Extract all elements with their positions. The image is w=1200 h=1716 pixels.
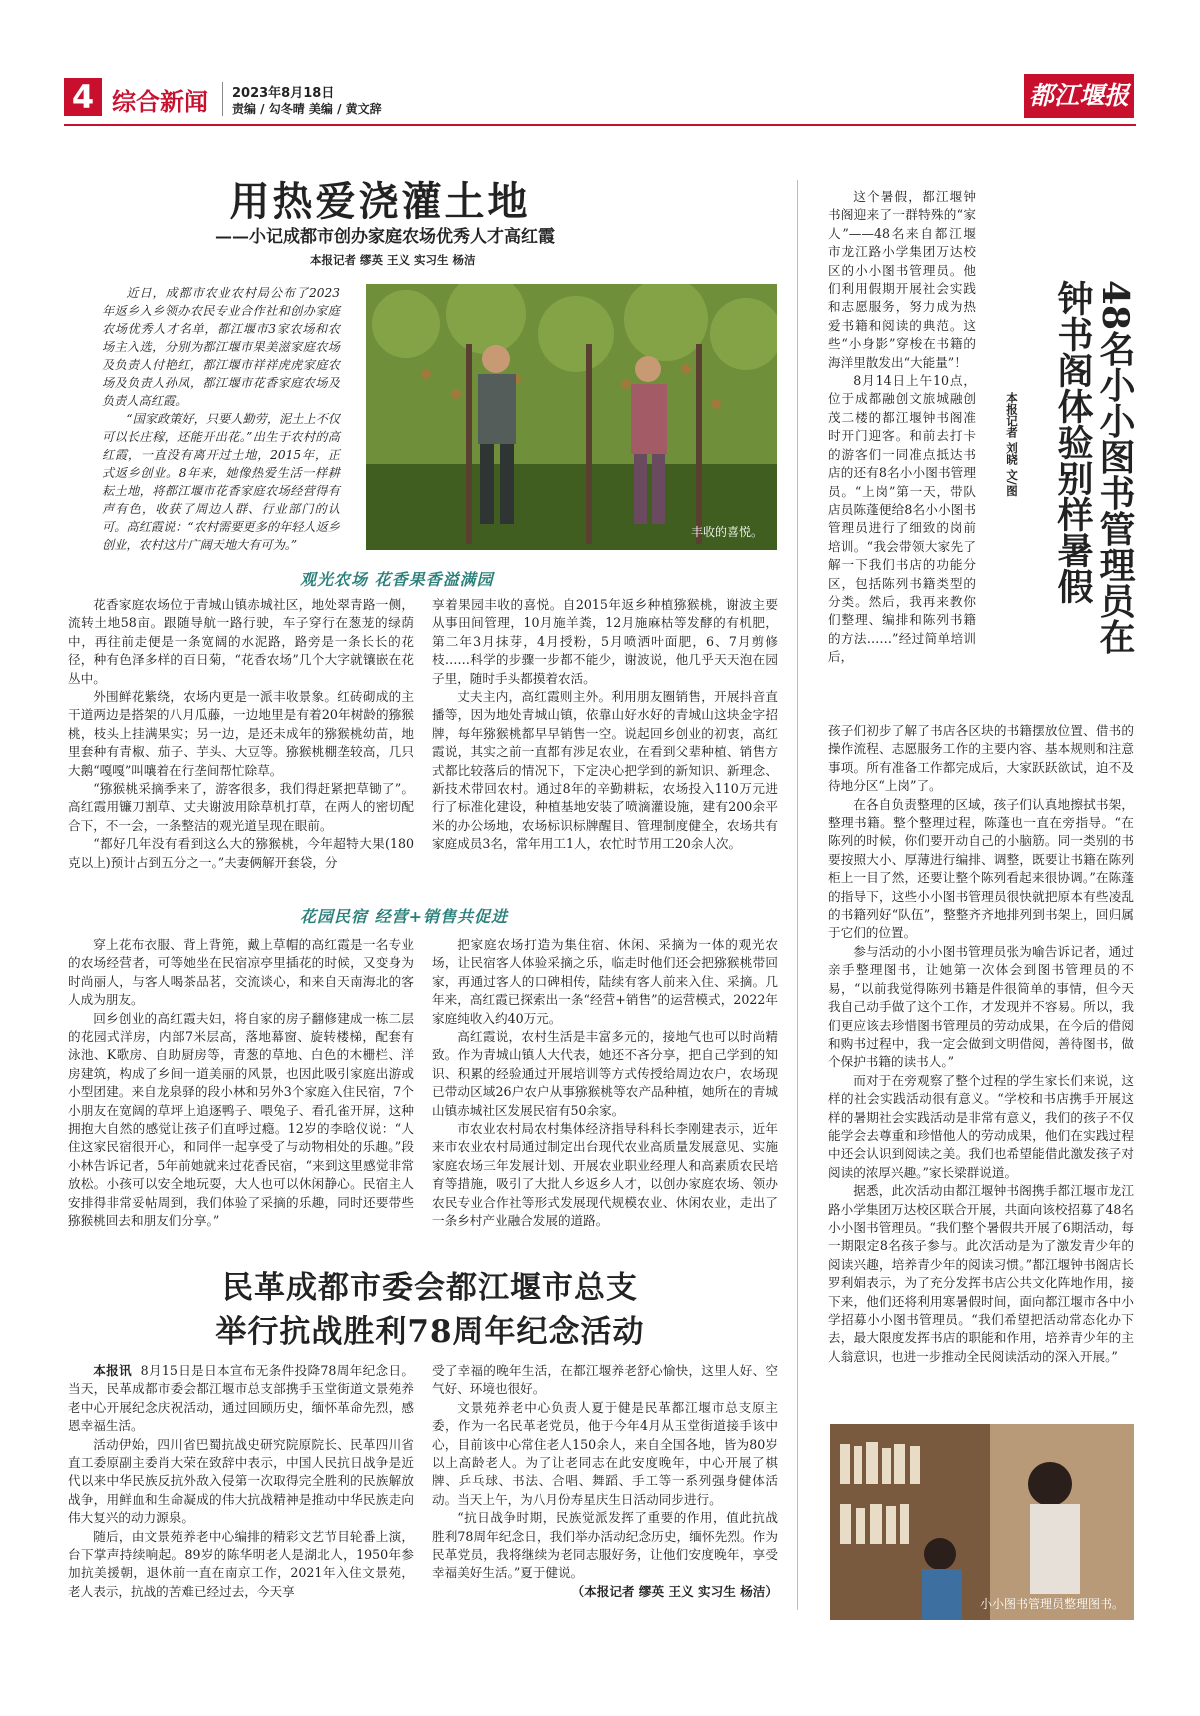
body-paragraph: 据悉，此次活动由都江堰钟书阁携手都江堰市龙江路小学集团万达校区联合开展，共面向该校招募了48名小小图书管理员。“我们整个暑假共开展了6期活动，每一期限定8名孩子参与。此次活动是为了激发青少年的阅读兴趣，培养青少年的阅读习惯。”都江堰钟书阁店长罗利娟表示，为了充分发挥书店公共文化阵地作用，接下来，他们还将利用寒暑假时间，面向都江堰市各中小学招募小小图书管理员。“我们希望把活动常态化办下去，最大限度发挥书店的职能和作用，培养青少年的主人翁意识，也进一步推动全民阅读活动的深入开展。”	[828, 1183, 1134, 1364]
body-paragraph: 受了幸福的晚年生活，在都江堰养老舒心愉快，这里人好、空气好、环境也很好。	[432, 1363, 778, 1397]
body-paragraph: 外围鲜花紫绕，农场内更是一派丰收景象。红砖砌成的主干道两边是搭架的八月瓜藤，一边地里是有着20年树龄的猕猴桃，枝头上挂满果实；另一边，是还未成年的猕猴桃幼苗，地里套种有青椒、茄子、芋头、大豆等。猕猴桃棚垄较高，几只大鹅“嘎嘎”叫嚷着在行垄间帮忙除草。	[68, 689, 414, 778]
article1-subtitle: ——小记成都市创办家庭农场优秀人才高红霞	[215, 227, 555, 247]
article3-lower-column	[828, 722, 1134, 1366]
article2-title-line1: 民革成都市委会都江堰市总支	[222, 1270, 638, 1306]
article2-left-column	[68, 1362, 414, 1601]
body-paragraph	[68, 1362, 414, 1436]
body-paragraph: 丈夫主内，高红霞则主外。利用朋友圈销售，开展抖音直播等，因为地处青城山镇，依靠山好水好的青城山这块金字招牌，每年猕猴桃都早早销售一空。说起回乡创业的初衷，高红霞说，其实之前一直都有涉足农业，在看到父辈种植、销售方式都比较落后的情况下，下定决心把学到的新知识、新理念、新技术带回农村。通过8年的辛勤耕耘，农场投入110万元进行了标准化建设，种植基地安装了喷滴灌设施，建有200余平米的办公场地，农场标识标牌醒目、管理制度健全，农场共有家庭成员3名，常年用工1人，农忙时节用工20余人次。	[432, 689, 778, 852]
article1-lead	[102, 284, 340, 554]
body-paragraph: 文景苑养老中心负责人夏于健是民革都江堰市总支原主委，作为一名民革老党员，他于今年4月从玉堂街道接手该中心，目前该中心常住老人150余人，来自全国各地，皆为80岁以上高龄老人。为了让老同志在此安度晚年，中心开展了棋牌、乒乓球、书法、合唱、舞蹈、手工等一系列强身健体活动。当天上午，为八月份寿星庆生日活动同步进行。	[432, 1399, 778, 1507]
body-paragraph: 这个暑假，都江堰钟书阁迎来了一群特殊的“家人”——48名来自都江堰市龙江路小学集团万达校区的小小图书管理员。他们利用假期开展社会实践和志愿服务，努力成为热爱书籍和阅读的典范。这些“小身影”穿梭在书籍的海洋里散发出“大能量”！	[828, 189, 976, 370]
body-paragraph: 穿上花布衣服、背上背篼，戴上草帽的高红霞是一名专业的农场经营者，可等她坐在民宿凉亭里插花的时候，又变身为时尚丽人，与客人喝茶品茗，交流谈心，和来自天南海北的客人成为朋友。	[68, 937, 414, 1008]
lead-text: 8月15日是日本宣布无条件投降78周年纪念日。当天，民革成都市委会都江堰市总支部携手玉堂街道文景苑养老中心开展纪念庆祝活动，通过回顾历史，缅怀革命先烈，感恩幸福生活。	[68, 1363, 414, 1434]
bookstore-photo-illustration	[830, 1424, 1134, 1620]
body-paragraph: 把家庭农场打造为集住宿、休闲、采摘为一体的观光农场，让民宿客人体验采摘之乐，临走时他们还会把猕猴桃带回家，再通过客人的口碑相传，陆续有客人前来入住、采摘。几年来，高红霞已探索出一条“经营+销售”的运营模式，2022年家庭纯收入约40万元。	[432, 937, 778, 1026]
farm-photo-illustration	[366, 284, 777, 550]
body-paragraph: “都好几年没有看到这么大的猕猴桃，今年超特大果(180克以上)预计占到五分之一。”夫妻俩解开套袋，分	[68, 836, 414, 870]
bookstore-photo	[830, 1424, 1134, 1620]
lead-paragraph: 近日，成都市农业农村局公布了2023年返乡入乡领办农民专业合作社和创办家庭农场优秀人才名单，都江堰市3家农场和农场主入选，分别为都江堰市果美滋家庭农场及负责人付艳红，都江堰市祥祥虎虎家庭农场及负责人孙凤，都江堰市花香家庭农场及负责人高红霞。	[102, 286, 340, 408]
body-paragraph: 8月14日上午10点，位于成都融创文旅城融创茂二楼的都江堰钟书阁准时开门迎客。和前去打卡的游客们一同准点抵达书店的还有8名小小图书管理员。“上岗”第一天，带队店员陈蓬便给8名小小图书管理员进行了细致的岗前培训。“我会带领大家先了解一下我们书店的功能分区，包括陈列书籍类型的分类。然后，我再来教你们整理、编排和陈列书籍的方法……”经过简单培训后，	[828, 373, 976, 665]
editors-line: 责编 / 勾冬晴 美编 / 黄文辞	[232, 102, 382, 116]
body-paragraph: 市农业农村局农村集体经济指导科科长李刚建表示，近年来市农业农村局通过制定出台现代农业高质量发展意见、实施家庭农场三年发展计划、开展农业职业经理人和高素质农民培育等措施，吸引了大批人乡返乡人才，以创办家庭农场、领办农民专业合作社等形式发展现代规模农业、休闲农业，走出了一条乡村产业融合发展的道路。	[432, 1121, 778, 1229]
body-paragraph: “抗日战争时期，民族觉派发挥了重要的作用，值此抗战胜利78周年纪念日，我们举办活动纪念历史，缅怀先烈。作为民革党员，我将继续为老同志服好务，让他们安度晚年，享受幸福美好生活。”夏于健说。	[432, 1510, 778, 1581]
farm-photo-caption: 丰收的喜悦。	[690, 525, 763, 539]
section-label: 综合新闻	[112, 88, 208, 116]
article2-right-column	[432, 1362, 778, 1601]
section1-left-column	[68, 596, 414, 872]
section1-right-column	[432, 596, 778, 854]
article1-title: 用热爱浇灌土地	[229, 178, 531, 225]
article2-title-line2: 举行抗战胜利78周年纪念活动	[215, 1314, 645, 1350]
article2-byline: （本报记者 缪英 王义 实习生 杨洁）	[571, 1583, 778, 1599]
column-divider	[797, 180, 798, 1610]
header-rule	[64, 124, 1136, 126]
lead-paragraph: “国家政策好，只要人勤劳，泥土上不仅可以长庄稼，还能开出花。”出生于农村的高红霞，一直没有离开过土地，2015年，正式返乡创业。8年来，她像热爱生活一样耕耘土地，将都江堰市花香家庭农场经营得有声有色，收获了周边人群、行业部门的认可。高红霞说：“农村需要更多的年轻人返乡创业，农村这片广阔天地大有可为。”	[102, 412, 340, 552]
section2-right-column	[432, 936, 778, 1231]
bookstore-photo-caption: 小小图书管理员整理图书。	[979, 1597, 1124, 1611]
body-paragraph: 高红霞说，农村生活是丰富多元的，接地气也可以时尚精致。作为青城山镇人大代表，她还不吝分享，把自己学到的知识、积累的经验通过开展培训等方式传授给周边农户，农场现已带动区域26户农户从事猕猴桃等农产品种植，她所在的青城山镇赤城社区发展民宿有50余家。	[432, 1029, 778, 1118]
page-number-badge: 4	[64, 78, 102, 116]
article3-title: 48名小小图书管理员在钟书阁体验别样暑假	[1052, 280, 1136, 655]
header-divider	[222, 82, 223, 116]
section2-left-column	[68, 936, 414, 1231]
article1-byline: 本报记者 缪英 王义 实习生 杨洁	[310, 253, 476, 267]
issue-date: 2023年8月18日	[232, 86, 335, 101]
section1-title: 观光农场 花香果香溢满园	[300, 570, 494, 589]
lead-label: 本报讯	[93, 1363, 132, 1378]
body-paragraph: “猕猴桃采摘季来了，游客很多，我们得赶紧把草锄了”。高红霞用镰刀割草、丈夫谢波用除草机打草，在两人的密切配合下，不一会，一条整洁的观光道呈现在眼前。	[68, 781, 414, 833]
body-paragraph: 随后，由文景苑养老中心编排的精彩文艺节目轮番上演，台下掌声持续响起。89岁的陈华明老人是湖北人，1950年参加抗美援朝，退休前一直在南京工作，2021年入住文景苑，老人表示，抗战的苦难已经过去，今天享	[68, 1528, 414, 1599]
section2-title: 花园民宿 经营+销售共促进	[300, 907, 508, 926]
body-paragraph: 享着果园丰收的喜悦。自2015年返乡种植猕猴桃，谢波主要从事田间管理，10月施羊粪，12月施麻枯等发酵的有机肥，第二年3月抹芽，4月授粉，5月喷洒叶面肥，6、7月剪修枝……科学的步骤一步都不能少，谢波说，他几乎天天泡在园子里，随时手头都摸着农活。	[432, 597, 778, 686]
body-paragraph: 在各自负责整理的区域，孩子们认真地擦拭书架，整理书籍。整个整理过程，陈蓬也一直在旁指导。“在陈列的时候，你们要开动自己的小脑筋。同一类别的书要按照大小、厚薄进行编排、调整，既要让书籍在陈列柜上一目了然，还要让整个陈列看起来很协调。”在陈蓬的指导下，这些小小图书管理员很快就把原本有些凌乱的书籍列好“队伍”，整整齐齐地排列到书架上，回归属于它们的位置。	[828, 796, 1134, 941]
masthead-logo: 都江堰报	[1024, 74, 1134, 118]
body-paragraph: 孩子们初步了解了书店各区块的书籍摆放位置、借书的操作流程、志愿服务工作的主要内容、基本规则和注意事项。所有准备工作都完成后，大家跃跃欲试，迫不及待地分区“上岗”了。	[828, 723, 1134, 794]
body-paragraph: 而对于在旁观察了整个过程的学生家长们来说，这样的社会实践活动很有意义。“学校和书店携手开展这样的暑期社会实践活动是非常有意义，我们的孩子不仅能学会去尊重和珍惜他人的劳动成果，他们在实践过程中还会认识到阅读之美。我们也希望能借此激发孩子对阅读的浓厚兴趣。”家长梁群说道。	[828, 1072, 1134, 1180]
body-paragraph: 花香家庭农场位于青城山镇赤城社区，地处翠青路一侧，流转土地58亩。跟随导航一路行驶，车子穿行在葱茏的绿荫中，再往前走便是一条宽阔的水泥路，路旁是一条长长的花径，种有色泽多样的百日菊，“花香农场”几个大字就镶嵌在花丛中。	[68, 597, 414, 686]
body-paragraph: 参与活动的小小图书管理员张为喻告诉记者，通过亲手整理图书，让她第一次体会到图书管理员的不易，“以前我觉得陈列书籍是件很简单的事情，但今天我自己动手做了这个工作，才发现并不容易。所以，我们更应该去珍惜图书管理员的劳动成果，在今后的借阅和购书过程中，我一定会做到文明借阅，善待图书，做个保护书籍的读书人。”	[828, 943, 1134, 1070]
article3-byline: 本报记者 刘晓 文/图	[1005, 392, 1019, 497]
body-paragraph: 活动伊始，四川省巴蜀抗战史研究院原院长、民革四川省直工委原副主委肖大荣在致辞中表示，中国人民抗日战争是近代以来中华民族反抗外敌入侵第一次取得完全胜利的民族解放战争，用鲜血和生命凝成的伟大抗战精神是推动中华民族走向伟大复兴的动力源泉。	[68, 1436, 414, 1526]
article3-upper-column	[828, 188, 976, 667]
body-paragraph: 回乡创业的高红霞夫妇，将自家的房子翻修建成一栋二层的花园式洋房，内部7米层高，落地幕窗、旋转楼梯，配套有泳池、K歌房、自助厨房等，青葱的草地、白色的木栅栏、洋房建筑，构成了乡间一道美丽的风景，也因此吸引家庭出游或小型团建。来自龙泉驿的段小林和另外3个家庭入住民宿，7个小朋友在宽阔的草坪上追逐鸭子、喂兔子、看孔雀开屏，这种拥抱大自然的感觉让孩子们直呼过瘾。12岁的李晗仪说：“人住这家民宿很开心，和同伴一起享受了与动物相处的乐趣。”段小林告诉记者，5年前她就来过花香民宿，“来到这里感觉非常放松。小孩可以安全地玩耍，大人也可以休闲静心。民宿主人安排得非常妥帖周到，我们体验了采摘的乐趣，同时还要带些猕猴桃回去和朋友们分享。”	[68, 1010, 414, 1229]
farm-photo	[366, 284, 777, 550]
